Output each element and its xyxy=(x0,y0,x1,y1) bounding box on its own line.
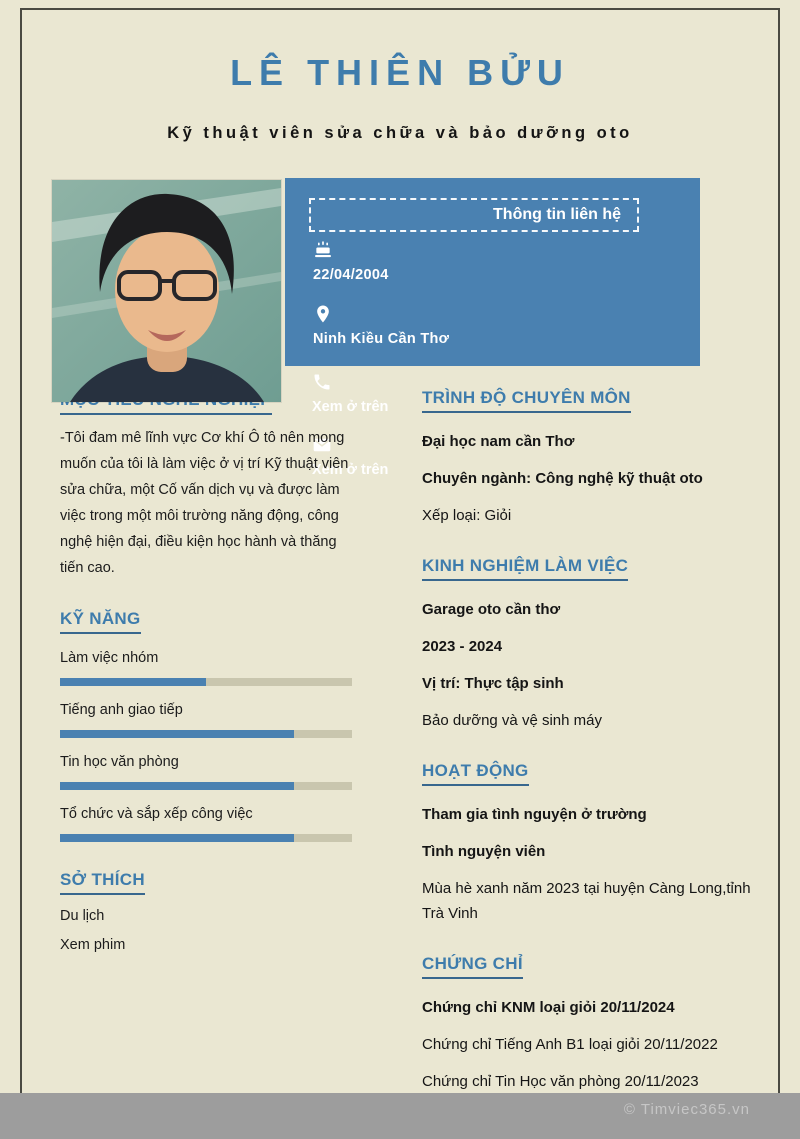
candidate-name: LÊ THIÊN BỬU xyxy=(230,52,570,93)
skill-bar xyxy=(60,678,352,686)
education-school: Đại học nam cần Thơ xyxy=(422,433,575,450)
certificates-heading: CHỨNG CHỈ xyxy=(422,954,523,979)
skill-label: Tiếng anh giao tiếp xyxy=(60,702,183,718)
activity-title: Tham gia tình nguyện ở trường xyxy=(422,806,647,823)
experience-period: 2023 - 2024 xyxy=(422,638,503,655)
objective-text: -Tôi đam mê lĩnh vực Cơ khí Ô tô nên mong muốn của tôi là làm việc ở vị trí Kỹ thuật viên sửa chữa, một Cố vấn dịch vụ và được làm việc trong một môi trường năng động, công nghệ hiện đại, điều kiện học hành và thăng tiến cao. xyxy=(60,430,349,576)
skill-bar xyxy=(60,782,352,790)
hobbies-heading: SỞ THÍCH xyxy=(60,870,145,895)
profile-photo xyxy=(52,180,281,402)
skills-heading: KỸ NĂNG xyxy=(60,609,141,634)
section-education xyxy=(422,388,760,528)
birthday-value: 22/04/2004 xyxy=(313,267,389,283)
skill-bar xyxy=(60,730,352,738)
certificate-item: Chứng chỉ KNM loại giỏi 20/11/2024 xyxy=(422,999,675,1016)
skill-item xyxy=(60,702,360,738)
experience-company: Garage oto cần thơ xyxy=(422,601,561,618)
contact-heading: Thông tin liên hệ xyxy=(309,198,639,232)
certificate-item: Chứng chỉ Tiếng Anh B1 loại giỏi 20/11/2022 xyxy=(422,1036,718,1053)
birthday-item xyxy=(313,240,389,283)
address-value: Ninh Kiều Cần Thơ xyxy=(313,331,450,347)
contact-panel xyxy=(285,178,700,366)
experience-position: Vị trí: Thực tập sinh xyxy=(422,675,564,692)
location-pin-icon xyxy=(313,304,333,324)
experience-heading: KINH NGHIỆM LÀM VIỆC xyxy=(422,556,628,581)
skill-label: Tin học văn phòng xyxy=(60,754,179,770)
experience-description: Bảo dưỡng và vệ sinh máy xyxy=(422,712,602,729)
skill-item xyxy=(60,806,360,842)
skill-bar-fill xyxy=(60,730,294,738)
section-activities xyxy=(422,761,760,926)
left-column xyxy=(60,390,360,953)
skill-label: Làm việc nhóm xyxy=(60,650,159,666)
candidate-job-title: Kỹ thuật viên sửa chữa và bảo dưỡng oto xyxy=(167,124,633,142)
section-skills xyxy=(60,609,360,842)
hobbies-list xyxy=(60,908,360,953)
hobby-item: Xem phim xyxy=(60,937,126,953)
footer-band xyxy=(0,1093,800,1139)
certificate-item: Chứng chỉ Tin Học văn phòng 20/11/2023 xyxy=(422,1073,699,1090)
cake-icon xyxy=(313,240,333,260)
skill-bar-fill xyxy=(60,678,206,686)
activity-role: Tình nguyện viên xyxy=(422,843,546,860)
skill-bar-fill xyxy=(60,782,294,790)
education-major: Chuyên ngành: Công nghệ kỹ thuật oto xyxy=(422,470,703,487)
section-experience xyxy=(422,556,760,733)
phone-value: Xem ở trên xyxy=(312,399,389,415)
email-value: Xem ở trên xyxy=(312,462,389,478)
skill-bar xyxy=(60,834,352,842)
address-item xyxy=(313,304,449,347)
watermark: © Timviec365.vn xyxy=(623,1101,750,1118)
right-column xyxy=(422,388,760,1131)
skill-bar-fill xyxy=(60,834,294,842)
skill-item xyxy=(60,650,360,686)
phone-icon xyxy=(312,372,332,392)
section-hobbies xyxy=(60,870,360,953)
activities-heading: HOẠT ĐỘNG xyxy=(422,761,529,786)
skill-label: Tổ chức và sắp xếp công việc xyxy=(60,806,253,822)
section-objective xyxy=(60,390,360,581)
skill-item xyxy=(60,754,360,790)
activity-description: Mùa hè xanh năm 2023 tại huyện Càng Long,tỉnh Trà Vinh xyxy=(422,880,751,922)
hobby-item: Du lịch xyxy=(60,908,105,924)
education-grade: Xếp loại: Giỏi xyxy=(422,507,512,524)
education-heading: TRÌNH ĐỘ CHUYÊN MÔN xyxy=(422,388,631,413)
